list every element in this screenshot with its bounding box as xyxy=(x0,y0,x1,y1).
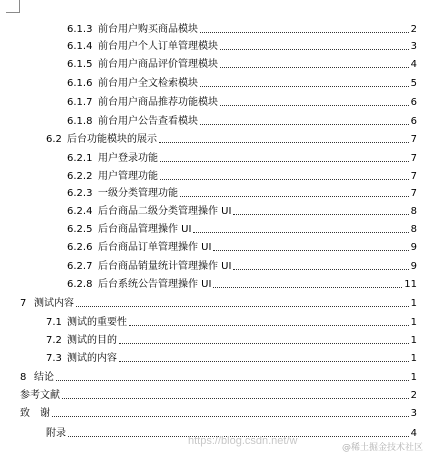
toc-entry-number: 6.2.4 xyxy=(67,206,93,217)
toc-entry-number: 6.1.8 xyxy=(67,116,93,127)
toc-entry[interactable] xyxy=(67,206,417,218)
toc-entry-page: 6 xyxy=(410,97,417,108)
toc-entry-page: 1 xyxy=(410,298,417,309)
toc-entry-number: 6.2.5 xyxy=(67,224,93,235)
toc-entry-number: 6.2.7 xyxy=(67,261,93,272)
toc-entry[interactable] xyxy=(20,372,417,384)
toc-entry-title: 参考文献 xyxy=(20,390,60,401)
toc-entry-title: 用户登录功能 xyxy=(98,153,158,164)
toc-entry-title: 前台用户个人订单管理模块 xyxy=(98,41,218,52)
toc-entry-page: 7 xyxy=(410,153,417,164)
toc-entry[interactable] xyxy=(67,242,417,254)
toc-dot-leader xyxy=(200,123,409,125)
toc-dot-leader xyxy=(56,379,409,381)
toc-entry-page: 2 xyxy=(410,390,417,401)
toc-entry-title: 后台商品销量统计管理操作 UI xyxy=(98,261,232,272)
toc-entry-page: 9 xyxy=(410,242,417,253)
toc-entry-number: 6.2.1 xyxy=(67,153,93,164)
watermark-url: https://blog.csdn.net/w xyxy=(188,435,298,447)
toc-entry-page: 3 xyxy=(410,41,417,52)
toc-entry-page: 6 xyxy=(410,116,417,127)
toc-entry[interactable] xyxy=(67,224,417,236)
page-corner-mark-horizontal xyxy=(6,12,20,13)
toc-entry[interactable] xyxy=(46,317,417,329)
toc-entry-title: 后台商品订单管理操作 UI xyxy=(98,242,212,253)
toc-entry-title: 测试的目的 xyxy=(67,335,117,346)
toc-entry-title: 后台商品管理操作 UI xyxy=(98,224,192,235)
toc-entry[interactable] xyxy=(46,335,417,347)
toc-dot-leader xyxy=(220,104,409,106)
toc-entry-title: 后台功能模块的展示 xyxy=(67,134,157,145)
toc-entry-title: 前台用户商品评价管理模块 xyxy=(98,59,218,70)
toc-dot-leader xyxy=(233,213,408,215)
toc-entry-number: 6.2.6 xyxy=(67,242,93,253)
toc-entry-page: 1 xyxy=(410,317,417,328)
toc-entry[interactable] xyxy=(67,153,417,165)
toc-dot-leader xyxy=(119,342,409,344)
toc-dot-leader xyxy=(160,178,409,180)
toc-entry-number: 6.2 xyxy=(46,134,62,145)
toc-dot-leader xyxy=(180,195,409,197)
toc-entry-title: 前台用户全文检索模块 xyxy=(98,78,198,89)
toc-entry-number: 6.2.8 xyxy=(67,279,93,290)
toc-entry-page: 5 xyxy=(410,78,417,89)
toc-entry-page: 3 xyxy=(410,408,417,419)
toc-entry-page: 9 xyxy=(410,261,417,272)
toc-entry-page: 11 xyxy=(404,279,417,290)
toc-entry[interactable] xyxy=(46,353,417,365)
toc-entry[interactable] xyxy=(67,24,417,36)
toc-entry-number: 7 xyxy=(20,298,27,309)
toc-entry[interactable] xyxy=(46,134,417,146)
toc-entry-page: 8 xyxy=(410,224,417,235)
toc-dot-leader xyxy=(119,360,409,362)
toc-entry-page: 4 xyxy=(410,59,417,70)
toc-dot-leader xyxy=(52,415,409,417)
toc-entry-page: 7 xyxy=(410,171,417,182)
toc-dot-leader xyxy=(213,249,408,251)
toc-entry-title: 附录 xyxy=(46,428,66,439)
toc-entry-title: 前台用户购买商品模块 xyxy=(98,24,198,35)
toc-entry-title: 后台系统公告管理操作 UI xyxy=(98,279,212,290)
toc-entry-page: 1 xyxy=(410,372,417,383)
toc-entry-number: 6.1.4 xyxy=(67,41,93,52)
toc-entry[interactable] xyxy=(20,298,417,310)
toc-dot-leader xyxy=(76,305,409,307)
toc-entry-number: 8 xyxy=(20,372,27,383)
toc-dot-leader xyxy=(160,160,409,162)
toc-entry-page: 2 xyxy=(410,24,417,35)
toc-entry-page: 4 xyxy=(410,428,417,439)
toc-entry-page: 1 xyxy=(410,335,417,346)
toc-dot-leader xyxy=(62,397,409,399)
toc-entry-number: 6.1.5 xyxy=(67,59,93,70)
toc-entry[interactable] xyxy=(20,408,417,420)
toc-dot-leader xyxy=(233,268,408,270)
toc-entry[interactable] xyxy=(67,59,417,71)
toc-entry[interactable] xyxy=(67,279,417,291)
toc-entry-page: 8 xyxy=(410,206,417,217)
toc-entry-page: 1 xyxy=(410,353,417,364)
toc-entry[interactable] xyxy=(67,171,417,183)
toc-entry-title: 前台用户商品推荐功能模块 xyxy=(98,97,218,108)
toc-entry-page: 7 xyxy=(410,134,417,145)
toc-entry-number: 7.1 xyxy=(46,317,62,328)
toc-entry-number: 7.3 xyxy=(46,353,62,364)
toc-dot-leader xyxy=(200,31,409,33)
toc-dot-leader xyxy=(159,141,409,143)
toc-entry[interactable] xyxy=(67,97,417,109)
toc-dot-leader xyxy=(220,48,409,50)
toc-entry[interactable] xyxy=(67,116,417,128)
toc-entry-title: 前台用户公告查看模块 xyxy=(98,116,198,127)
toc-entry-title: 测试的重要性 xyxy=(67,317,127,328)
toc-entry-title: 一级分类管理功能 xyxy=(98,188,178,199)
toc-entry-title: 测试内容 xyxy=(34,298,74,309)
toc-dot-leader xyxy=(193,231,408,233)
toc-dot-leader xyxy=(220,66,409,68)
toc-entry-title: 用户管理功能 xyxy=(98,171,158,182)
toc-entry[interactable] xyxy=(67,41,417,53)
toc-entry-title: 后台商品二级分类管理操作 UI xyxy=(98,206,232,217)
toc-dot-leader xyxy=(200,85,409,87)
toc-entry-title: 结论 xyxy=(34,372,54,383)
toc-entry-number: 6.2.3 xyxy=(67,188,93,199)
toc-entry[interactable] xyxy=(67,261,417,273)
toc-entry-number: 7.2 xyxy=(46,335,62,346)
toc-entry-number: 6.1.7 xyxy=(67,97,93,108)
toc-dot-leader xyxy=(213,286,402,288)
toc-entry-number: 6.1.3 xyxy=(67,24,93,35)
toc-entry[interactable] xyxy=(20,390,417,402)
watermark-logo: @稀土掘金技术社区 xyxy=(342,443,424,453)
toc-entry-number: 6.2.2 xyxy=(67,171,93,182)
toc-entry-title: 致 谢 xyxy=(20,408,50,419)
toc-entry-title: 测试的内容 xyxy=(67,353,117,364)
toc-dot-leader xyxy=(129,324,409,326)
toc-entry[interactable] xyxy=(67,78,417,90)
toc-entry-page: 7 xyxy=(410,188,417,199)
toc-entry-number: 6.1.6 xyxy=(67,78,93,89)
toc-entry[interactable] xyxy=(67,188,417,200)
